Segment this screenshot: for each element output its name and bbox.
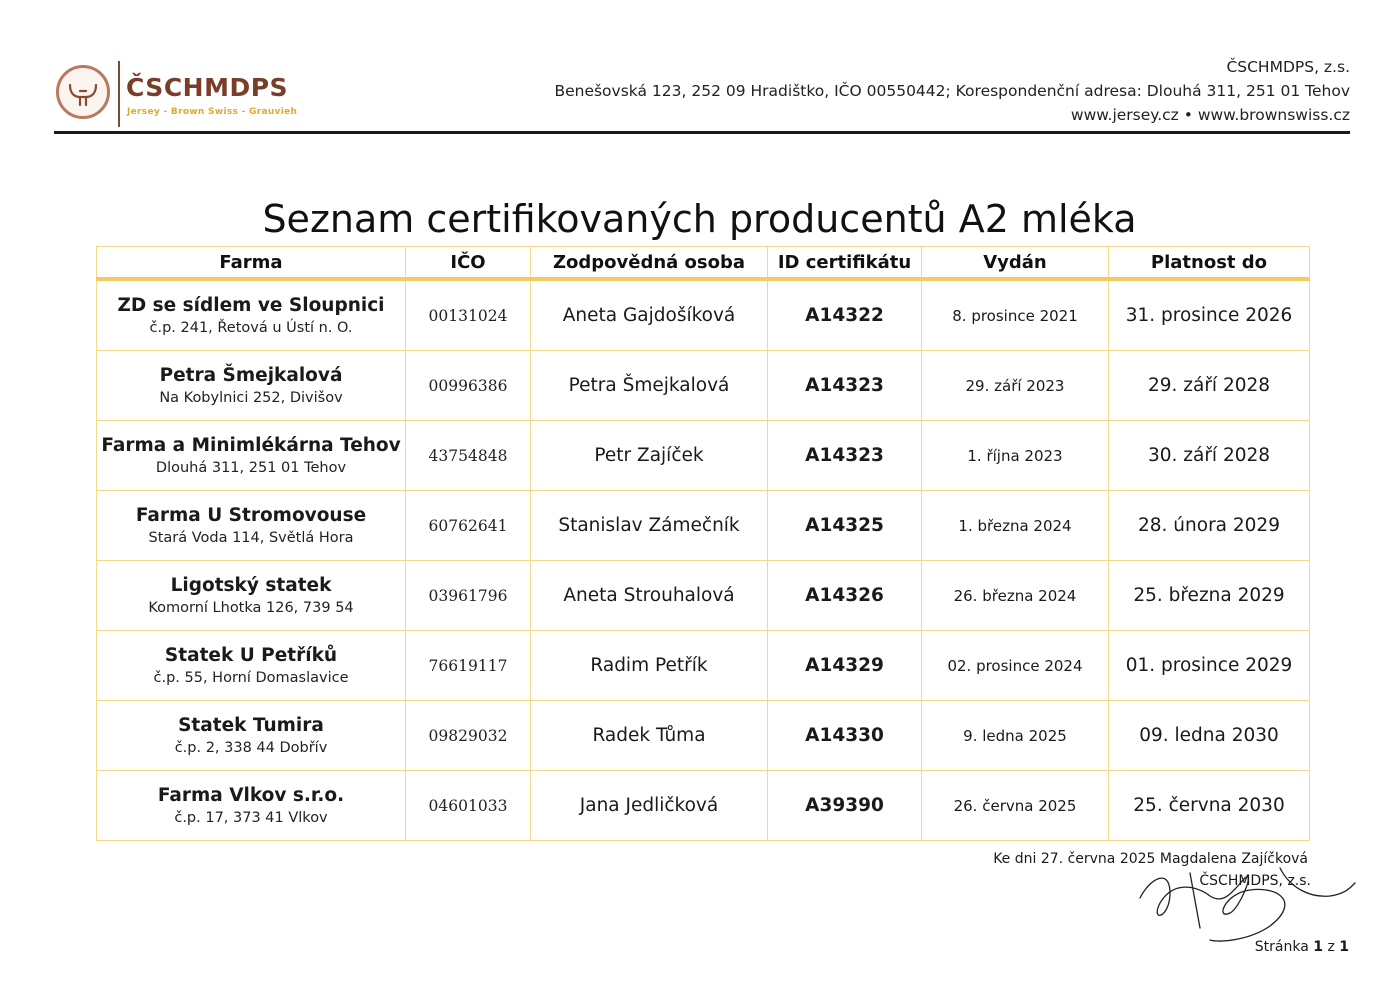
farm-address: č.p. 241, Řetová u Ústí n. O. bbox=[149, 319, 353, 336]
farm-address: Stará Voda 114, Světlá Hora bbox=[148, 529, 354, 546]
farm-cell bbox=[97, 771, 406, 841]
table-row bbox=[97, 279, 1310, 351]
organization-websites: www.jersey.cz • www.brownswiss.cz bbox=[1070, 106, 1350, 124]
certificate-id-cell: A14325 bbox=[768, 491, 922, 561]
signature-date-line: Ke dni 27. června 2025 Magdalena Zajíčková bbox=[993, 851, 1308, 867]
responsible-person-cell: Aneta Gajdošíková bbox=[531, 279, 768, 351]
issued-date-cell: 29. září 2023 bbox=[922, 351, 1109, 421]
issued-date-cell: 1. října 2023 bbox=[922, 421, 1109, 491]
valid-until-cell: 25. června 2030 bbox=[1109, 771, 1310, 841]
farm-cell bbox=[97, 491, 406, 561]
farm-cell bbox=[97, 701, 406, 771]
certificate-id-cell: A14329 bbox=[768, 631, 922, 701]
table-body bbox=[97, 279, 1310, 841]
responsible-person-cell: Radek Tůma bbox=[531, 701, 768, 771]
organization-logo bbox=[54, 63, 314, 129]
responsible-person-cell: Petr Zajíček bbox=[531, 421, 768, 491]
farm-address: Komorní Lhotka 126, 739 54 bbox=[148, 599, 354, 616]
ico-cell: 00131024 bbox=[406, 279, 531, 351]
farm-address: č.p. 17, 373 41 Vlkov bbox=[174, 809, 328, 826]
responsible-person-cell: Aneta Strouhalová bbox=[531, 561, 768, 631]
responsible-person-cell: Jana Jedličková bbox=[531, 771, 768, 841]
column-header-valid-until: Platnost do bbox=[1109, 247, 1310, 280]
farm-address: č.p. 55, Horní Domaslavice bbox=[153, 669, 349, 686]
table-row bbox=[97, 561, 1310, 631]
farm-cell bbox=[97, 561, 406, 631]
certificate-id-cell: A14326 bbox=[768, 561, 922, 631]
valid-until-cell: 09. ledna 2030 bbox=[1109, 701, 1310, 771]
farm-name: Farma Vlkov s.r.o. bbox=[157, 784, 345, 806]
column-header-person: Zodpovědná osoba bbox=[531, 247, 768, 280]
farm-name: Statek Tumira bbox=[178, 714, 324, 736]
organization-name: ČSCHMDPS, z.s. bbox=[1226, 58, 1350, 76]
issued-date-cell: 9. ledna 2025 bbox=[922, 701, 1109, 771]
ico-cell: 76619117 bbox=[406, 631, 531, 701]
valid-until-cell: 31. prosince 2026 bbox=[1109, 279, 1310, 351]
column-header-cert-id: ID certifikátu bbox=[768, 247, 922, 280]
page-current: 1 bbox=[1313, 939, 1323, 955]
signature-organization: ČSCHMDPS, z.s. bbox=[1199, 873, 1311, 889]
ico-cell: 60762641 bbox=[406, 491, 531, 561]
table-row bbox=[97, 491, 1310, 561]
page-label: Stránka bbox=[1254, 939, 1309, 955]
handwritten-signature bbox=[1130, 848, 1360, 948]
farm-cell bbox=[97, 631, 406, 701]
table-row bbox=[97, 701, 1310, 771]
organization-info bbox=[554, 55, 1350, 127]
farm-cell bbox=[97, 421, 406, 491]
farm-name: Farma U Stromovouse bbox=[135, 504, 367, 526]
issued-date-cell: 1. března 2024 bbox=[922, 491, 1109, 561]
responsible-person-cell: Stanislav Zámečník bbox=[531, 491, 768, 561]
responsible-person-cell: Radim Petřík bbox=[531, 631, 768, 701]
valid-until-cell: 28. února 2029 bbox=[1109, 491, 1310, 561]
column-header-ico: IČO bbox=[406, 247, 531, 280]
issued-date-cell: 8. prosince 2021 bbox=[922, 279, 1109, 351]
logo-tagline: Jersey - Brown Swiss - Grauvieh bbox=[127, 107, 298, 117]
farm-name: ZD se sídlem ve Sloupnici bbox=[117, 294, 385, 316]
farm-address: č.p. 2, 338 44 Dobřív bbox=[174, 739, 328, 756]
organization-address: Benešovská 123, 252 09 Hradištko, IČO 00550442; Korespondenční adresa: Dlouhá 311, 251 01 Tehov bbox=[554, 82, 1350, 100]
issued-date-cell: 26. března 2024 bbox=[922, 561, 1109, 631]
cow-horns-emblem-icon bbox=[56, 65, 110, 119]
table-row bbox=[97, 771, 1310, 841]
certificate-id-cell: A14322 bbox=[768, 279, 922, 351]
table-row bbox=[97, 351, 1310, 421]
logo-divider bbox=[118, 61, 120, 127]
valid-until-cell: 01. prosince 2029 bbox=[1109, 631, 1310, 701]
valid-until-cell: 29. září 2028 bbox=[1109, 351, 1310, 421]
certificate-id-cell: A14323 bbox=[768, 351, 922, 421]
document-title: Seznam certifikovaných producentů A2 mléka bbox=[262, 197, 1137, 242]
logo-name: ČSCHMDPS bbox=[126, 73, 289, 102]
certificate-id-cell: A14323 bbox=[768, 421, 922, 491]
farm-cell bbox=[97, 351, 406, 421]
issued-date-cell: 02. prosince 2024 bbox=[922, 631, 1109, 701]
farm-cell bbox=[97, 279, 406, 351]
page-total: 1 bbox=[1339, 939, 1349, 955]
table-row bbox=[97, 421, 1310, 491]
farm-name: Statek U Petříků bbox=[164, 644, 338, 666]
valid-until-cell: 25. března 2029 bbox=[1109, 561, 1310, 631]
farm-address: Na Kobylnici 252, Divišov bbox=[159, 389, 343, 406]
ico-cell: 03961796 bbox=[406, 561, 531, 631]
column-header-issued: Vydán bbox=[922, 247, 1109, 280]
ico-cell: 00996386 bbox=[406, 351, 531, 421]
page-of: z bbox=[1327, 939, 1335, 955]
certified-producers-table bbox=[96, 246, 1310, 841]
page-header bbox=[54, 55, 1350, 134]
table-row bbox=[97, 631, 1310, 701]
ico-cell: 04601033 bbox=[406, 771, 531, 841]
farm-name: Petra Šmejkalová bbox=[159, 364, 343, 386]
farm-name: Ligotský statek bbox=[170, 574, 332, 596]
issued-date-cell: 26. června 2025 bbox=[922, 771, 1109, 841]
valid-until-cell: 30. září 2028 bbox=[1109, 421, 1310, 491]
page-number bbox=[1255, 939, 1349, 955]
ico-cell: 09829032 bbox=[406, 701, 531, 771]
certificate-id-cell: A39390 bbox=[768, 771, 922, 841]
certificate-id-cell: A14330 bbox=[768, 701, 922, 771]
responsible-person-cell: Petra Šmejkalová bbox=[531, 351, 768, 421]
farm-address: Dlouhá 311, 251 01 Tehov bbox=[155, 459, 347, 476]
ico-cell: 43754848 bbox=[406, 421, 531, 491]
farm-name: Farma a Minimlékárna Tehov bbox=[101, 434, 401, 456]
column-header-farm: Farma bbox=[97, 247, 406, 280]
table-header-row bbox=[97, 247, 1310, 280]
